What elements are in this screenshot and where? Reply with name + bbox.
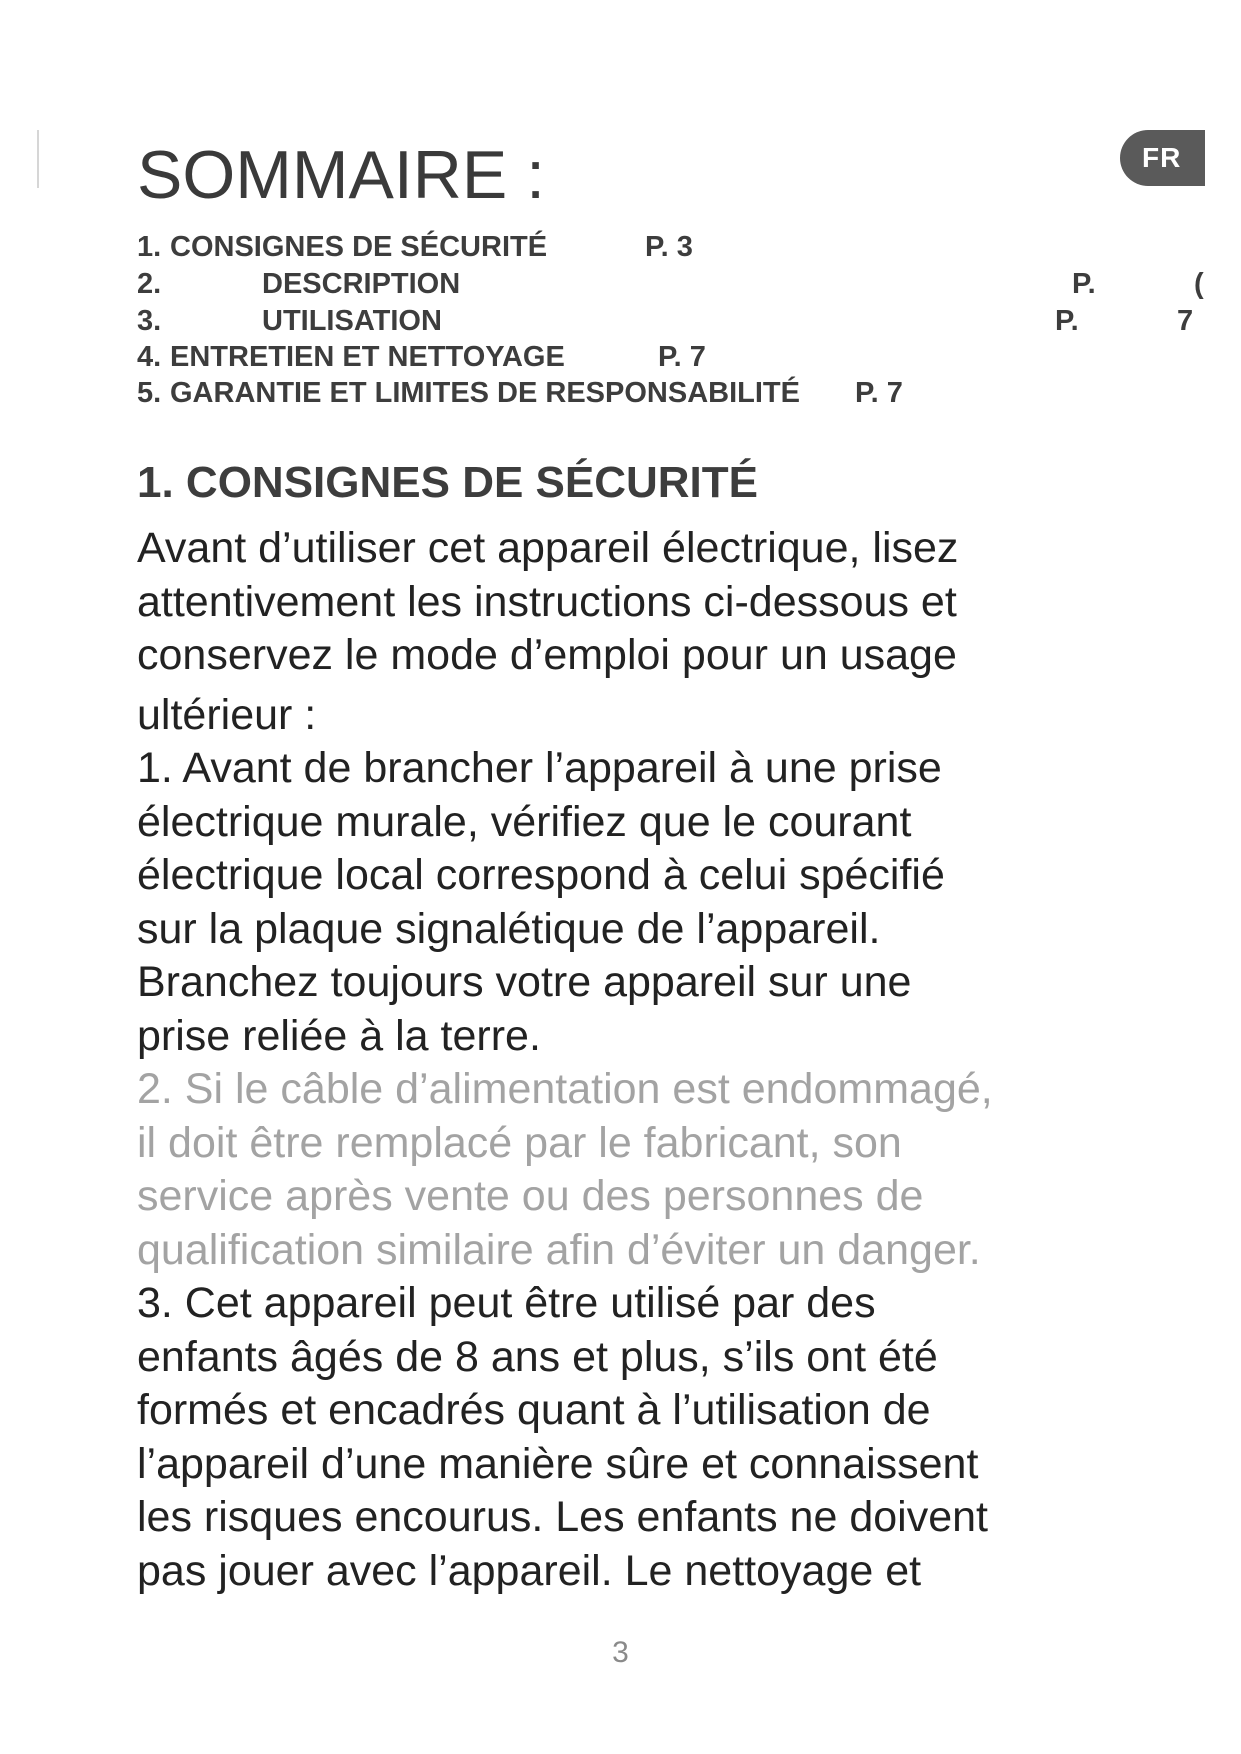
text-line: 2. Si le câble d’alimentation est endommagé, [137, 1065, 993, 1113]
text-line: attentivement les instructions ci-dessous et [137, 577, 957, 626]
toc-page-cut: 7 [1177, 305, 1194, 337]
toc-page: P. [1055, 305, 1079, 337]
text-line: qualification similaire afin d’éviter un danger. [137, 1225, 981, 1274]
toc-page-cut: ( [1194, 268, 1204, 300]
text-line: 3. Cet appareil peut être utilisé par des [137, 1279, 876, 1327]
text-line: électrique murale, vérifiez que le courant [137, 797, 912, 846]
text-line: sur la plaque signalétique de l’appareil. [137, 904, 881, 953]
text-line: enfants âgés de 8 ans et plus, s’ils ont été [137, 1332, 938, 1381]
section-heading: 1. CONSIGNES DE SÉCURITÉ [137, 458, 759, 507]
safety-item-2 [137, 1063, 993, 1277]
toc-page: P. 7 [855, 377, 903, 409]
text-line: Branchez toujours votre appareil sur une [137, 958, 912, 1006]
text-line: prise reliée à la terre. [137, 1011, 541, 1060]
text-line: il doit être remplacé par le fabricant, son [137, 1118, 902, 1167]
toc-label: CONSIGNES DE SÉCURITÉ [170, 231, 548, 263]
toc-number: 1. [137, 231, 162, 263]
text-line: 1. Avant de brancher l’appareil à une prise [137, 744, 942, 792]
text-line: Avant d’utiliser cet appareil électrique, lisez [137, 524, 959, 572]
margin-rule [37, 130, 39, 188]
page-title: SOMMAIRE : [137, 137, 546, 213]
toc-label: ENTRETIEN ET NETTOYAGE [170, 341, 565, 373]
text-line: pas jouer avec l’appareil. Le nettoyage et [137, 1546, 922, 1595]
toc-page: P. [1072, 268, 1096, 300]
toc-number: 3. [137, 305, 162, 337]
language-tab: FR [1120, 130, 1205, 186]
text-line: ultérieur : [137, 690, 317, 739]
text-line: formés et encadrés quant à l’utilisation de [137, 1386, 931, 1434]
toc-number: 5. [137, 377, 162, 409]
safety-item-3 [137, 1277, 988, 1598]
toc-label: GARANTIE ET LIMITES DE RESPONSABILITÉ [170, 377, 800, 409]
toc-number: 2. [137, 268, 162, 300]
text-line: service après vente ou des personnes de [137, 1172, 924, 1220]
page-number: 3 [612, 1636, 629, 1669]
text-line: conservez le mode d’emploi pour un usage [137, 631, 957, 679]
text-line: l’appareil d’une manière sûre et connaissent [137, 1439, 979, 1488]
safety-item-1 [137, 742, 945, 1063]
toc-page: P. 7 [658, 341, 706, 373]
toc-label: DESCRIPTION [262, 268, 461, 300]
toc-page: P. 3 [645, 231, 693, 263]
text-line: les risques encourus. Les enfants ne doivent [137, 1493, 988, 1541]
toc-label: UTILISATION [262, 305, 442, 337]
text-line: électrique local correspond à celui spécifié [137, 851, 945, 899]
intro-paragraph [137, 522, 958, 742]
toc-number: 4. [137, 341, 162, 373]
